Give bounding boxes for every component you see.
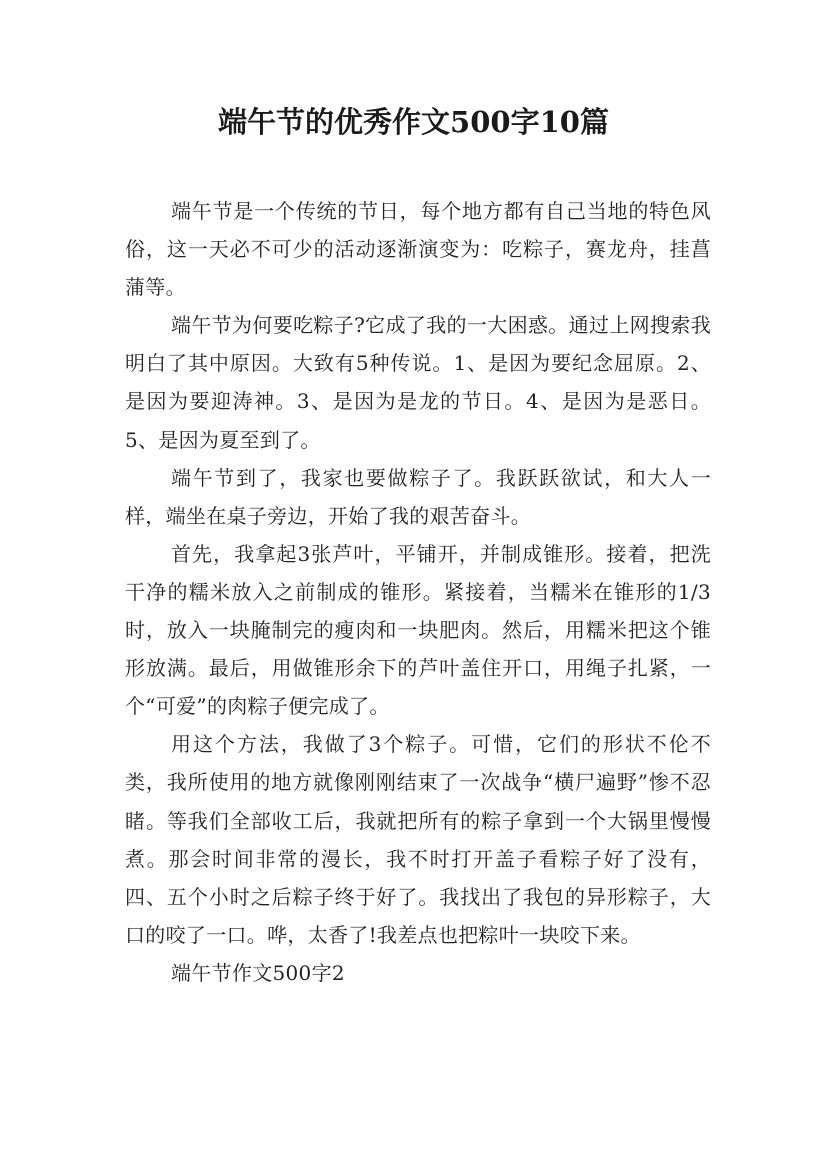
- document-body: [125, 192, 711, 992]
- paragraph-5: 用这个方法，我做了3个粽子。可惜，它们的形状不伦不类，我所使用的地方就像刚刚结束了一次战争“横尸遍野”惨不忍睹。等我们全部收工后，我就把所有的粽子拿到一个大锅里慢慢煮。那会时间非常的漫长，我不时打开盖子看粽子好了没有，四、五个小时之后粽子终于好了。我找出了我包的异形粽子，大口的咬了一口。哗，太香了!我差点也把粽叶一块咬下来。: [125, 732, 711, 947]
- paragraph-2: 端午节为何要吃粽子?它成了我的一大困惑。通过上网搜索我明白了其中原因。大致有5种传说。1、是因为要纪念屈原。2、是因为要迎涛神。3、是因为是龙的节日。4、是因为是恶日。5、是因为夏至到了。: [125, 313, 711, 452]
- paragraph-3: 端午节到了，我家也要做粽子了。我跃跃欲试，和大人一样，端坐在桌子旁边，开始了我的艰苦奋斗。: [125, 465, 711, 528]
- section-heading: 端午节作文500字2: [171, 960, 345, 985]
- paragraph-1: 端午节是一个传统的节日，每个地方都有自己当地的特色风俗，这一天必不可少的活动逐渐演变为：吃粽子，赛龙舟，挂菖蒲等。: [125, 199, 711, 300]
- paragraph-4: 首先，我拿起3张芦叶，平铺开，并制成锥形。接着，把洗干净的糯米放入之前制成的锥形。紧接着，当糯米在锥形的1/3时，放入一块腌制完的瘦肉和一块肥肉。然后，用糯米把这个锥形放满。最后，用做锥形余下的芦叶盖住开口，用绳子扎紧，一个“可爱”的肉粽子便完成了。: [125, 541, 711, 719]
- document-title: 端午节的优秀作文500字10篇: [218, 105, 609, 139]
